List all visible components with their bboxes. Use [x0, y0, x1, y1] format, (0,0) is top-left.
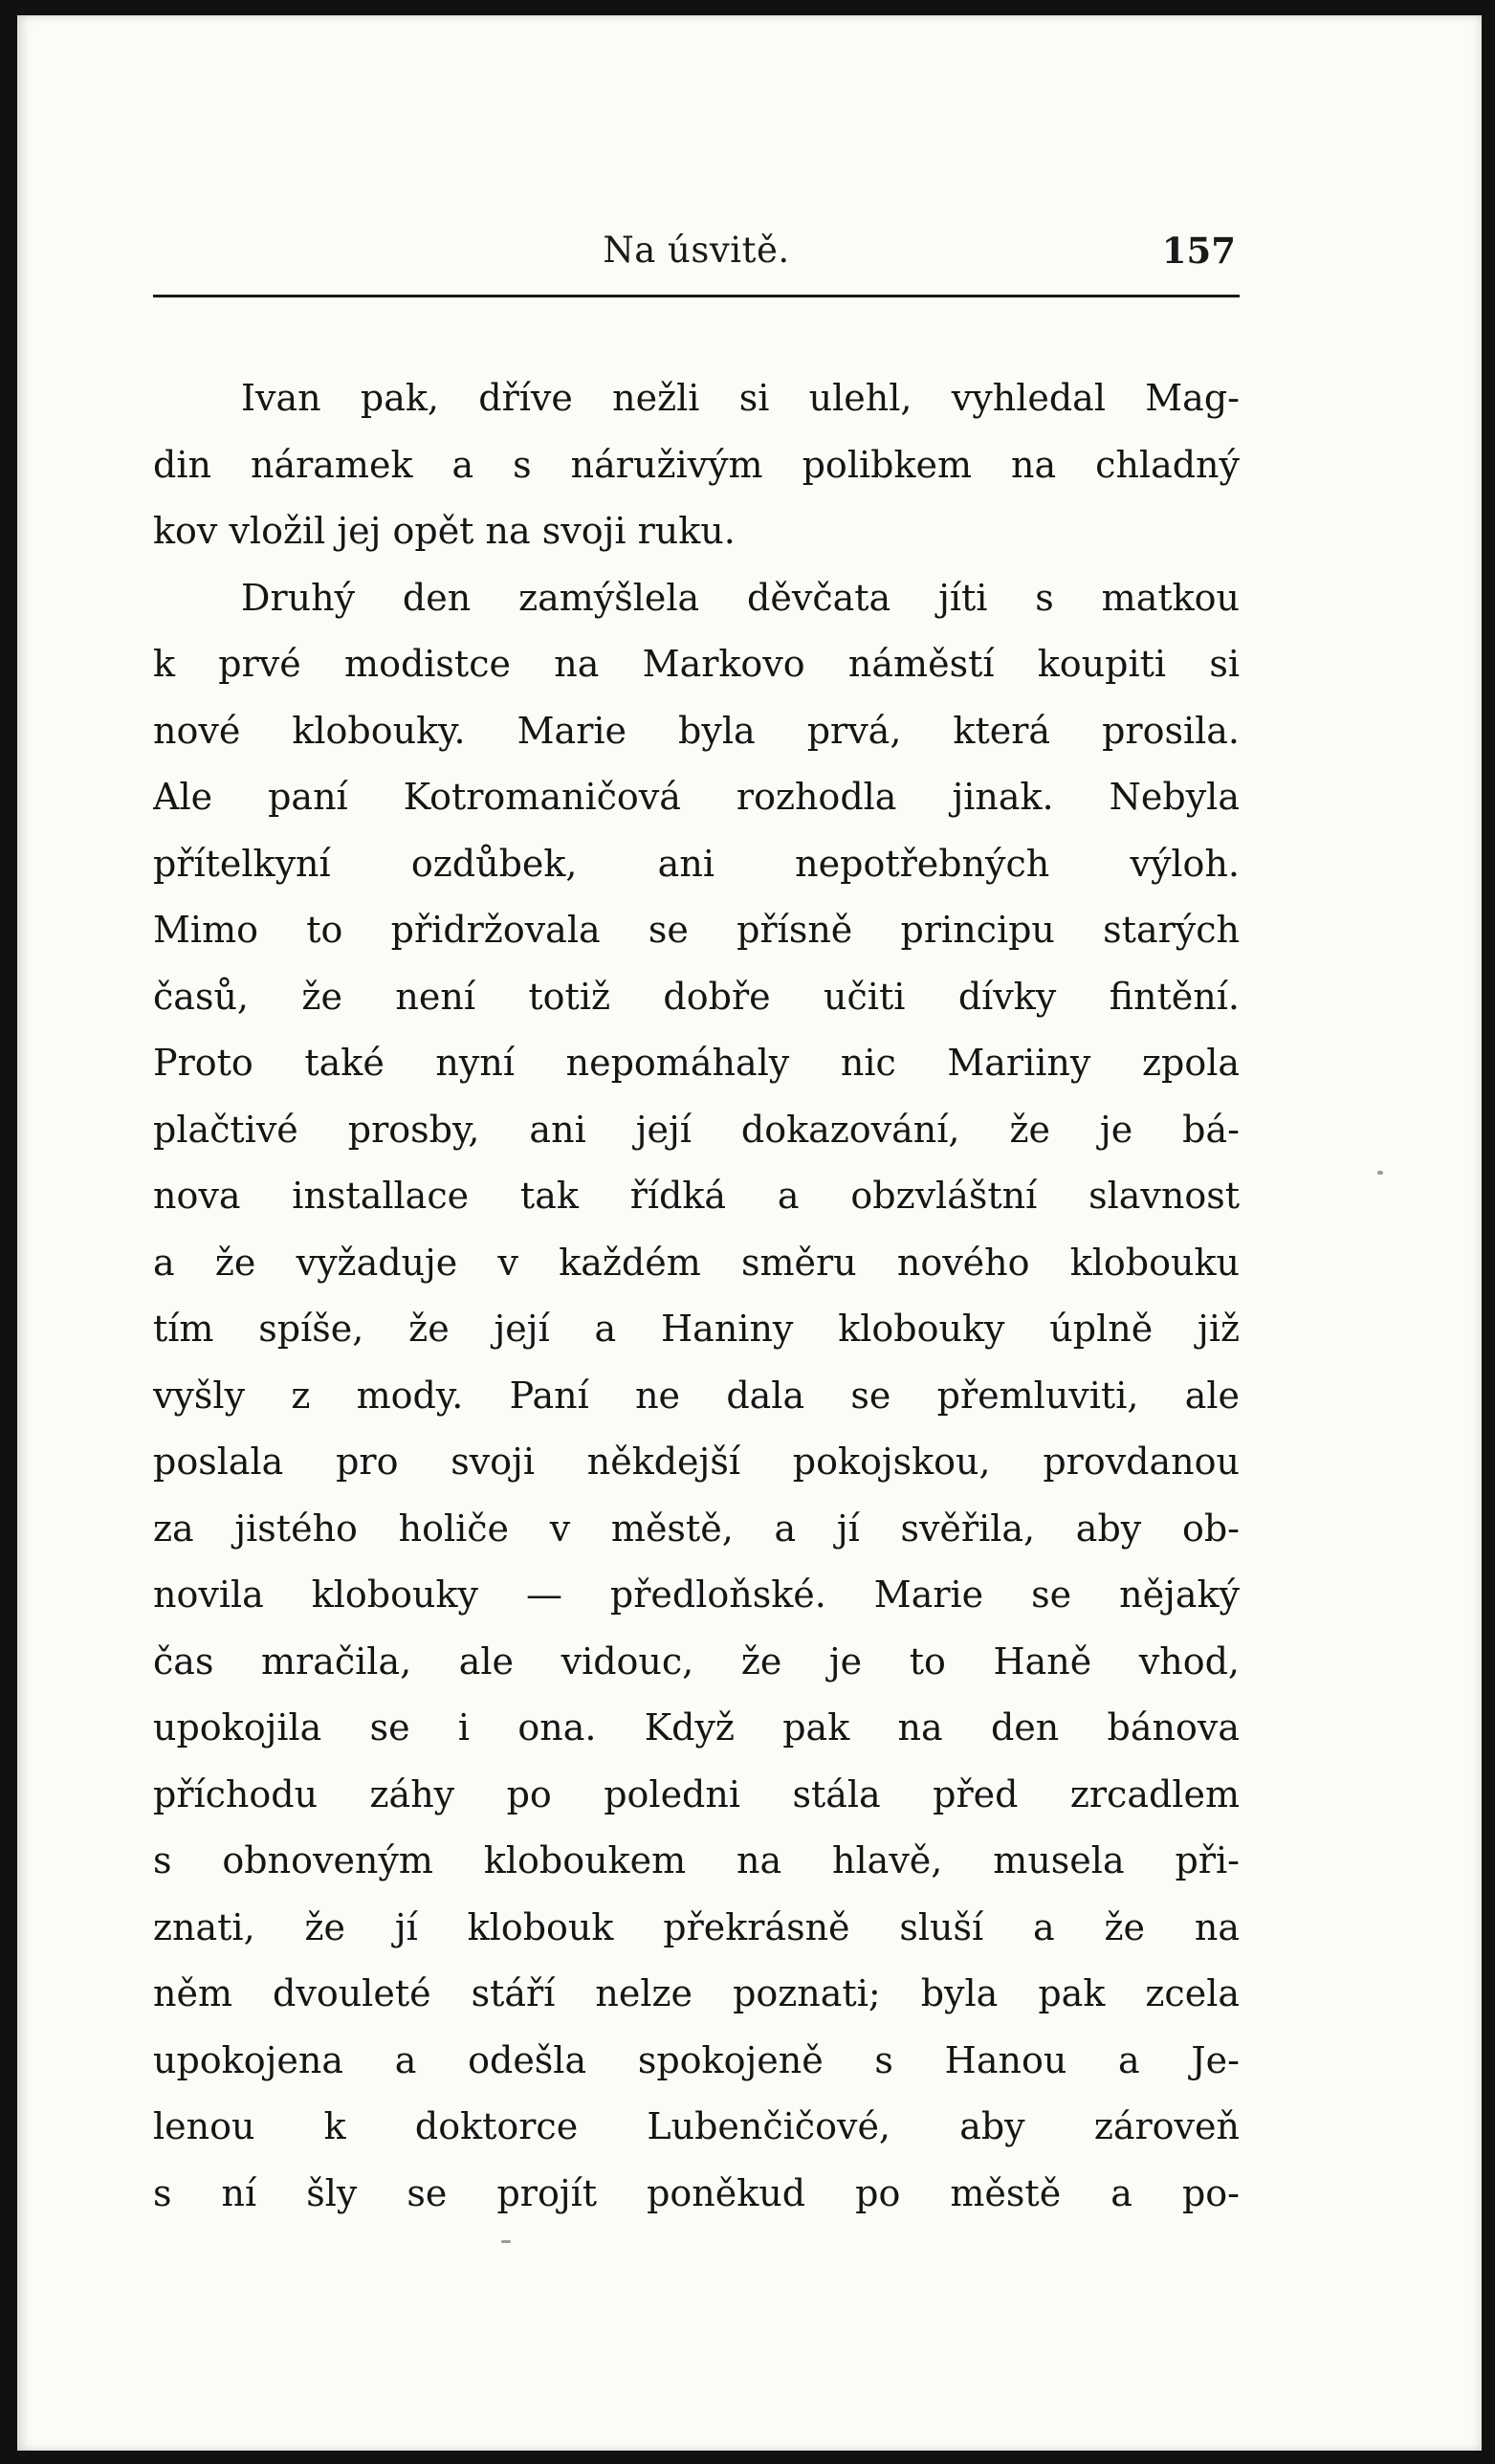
text-line: s obnoveným kloboukem na hlavě, musela při- — [153, 1839, 1240, 1881]
text-line: poslala pro svoji někdejší pokojskou, provdanou — [153, 1441, 1240, 1483]
text-line: nova installace tak řídká a obzvláštní slavnost — [153, 1175, 1240, 1217]
running-title: Na úsvitě. — [603, 230, 790, 271]
text-line: tím spíše, že její a Haniny klobouky úplně již — [153, 1308, 1240, 1350]
text-line: s ní šly se projít poněkud po městě a po- — [153, 2171, 1240, 2214]
text-line: přítelkyní ozdůbek, ani nepotřebných výloh. — [153, 842, 1240, 885]
text-line: nové klobouky. Marie byla prvá, která prosila. — [153, 709, 1240, 752]
text-line: din náramek a s náruživým polibkem na chladný — [153, 443, 1240, 486]
text-line: kov vložil jej opět na svoji ruku. — [153, 510, 736, 552]
text-line: k prvé modistce na Markovo náměstí koupiti si — [153, 643, 1240, 685]
running-header — [153, 230, 1240, 287]
text-line: Ivan pak, dříve nežli si ulehl, vyhledal Mag- — [241, 377, 1240, 419]
text-line: časů, že není totiž dobře učiti dívky fintění. — [153, 975, 1240, 1018]
text-line: vyšly z mody. Paní ne dala se přemluviti, ale — [153, 1374, 1240, 1417]
text-line: a že vyžaduje v každém směru nového klobouku — [153, 1241, 1240, 1284]
header-rule — [153, 295, 1240, 297]
paper-speck — [1377, 1171, 1383, 1175]
text-line: upokojila se i ona. Když pak na den bánova — [153, 1706, 1240, 1749]
page-number: 157 — [1161, 230, 1236, 272]
text-line: něm dvouleté stáří nelze poznati; byla pak zcela — [153, 1972, 1240, 2014]
text-line: Mimo to přidržovala se přísně principu starých — [153, 909, 1240, 951]
paper-speck — [501, 2240, 511, 2243]
book-page — [17, 15, 1482, 2451]
text-line: Druhý den zamýšlela děvčata jíti s matkou — [241, 576, 1240, 619]
text-line: Ale paní Kotromaničová rozhodla jinak. Nebyla — [153, 776, 1240, 818]
text-line: příchodu záhy po poledni stála před zrcadlem — [153, 1772, 1240, 1815]
text-line: znati, že jí klobouk překrásně sluší a že na — [153, 1905, 1240, 1948]
text-line: čas mračila, ale vidouc, že je to Haně vhod, — [153, 1639, 1240, 1683]
text-line: Proto také nyní nepomáhaly nic Mariiny zpola — [153, 1042, 1240, 1084]
text-line: lenou k doktorce Lubenčičové, aby zároveň — [153, 2105, 1240, 2147]
text-line: plačtivé prosby, ani její dokazování, že je bá- — [153, 1108, 1240, 1151]
text-line: za jistého holiče v městě, a jí svěřila, aby ob- — [153, 1507, 1240, 1550]
body-text — [153, 365, 1240, 2227]
text-line: upokojena a odešla spokojeně s Hanou a Je- — [153, 2038, 1240, 2081]
text-line: novila klobouky — předloňské. Marie se nějaký — [153, 1573, 1240, 1616]
